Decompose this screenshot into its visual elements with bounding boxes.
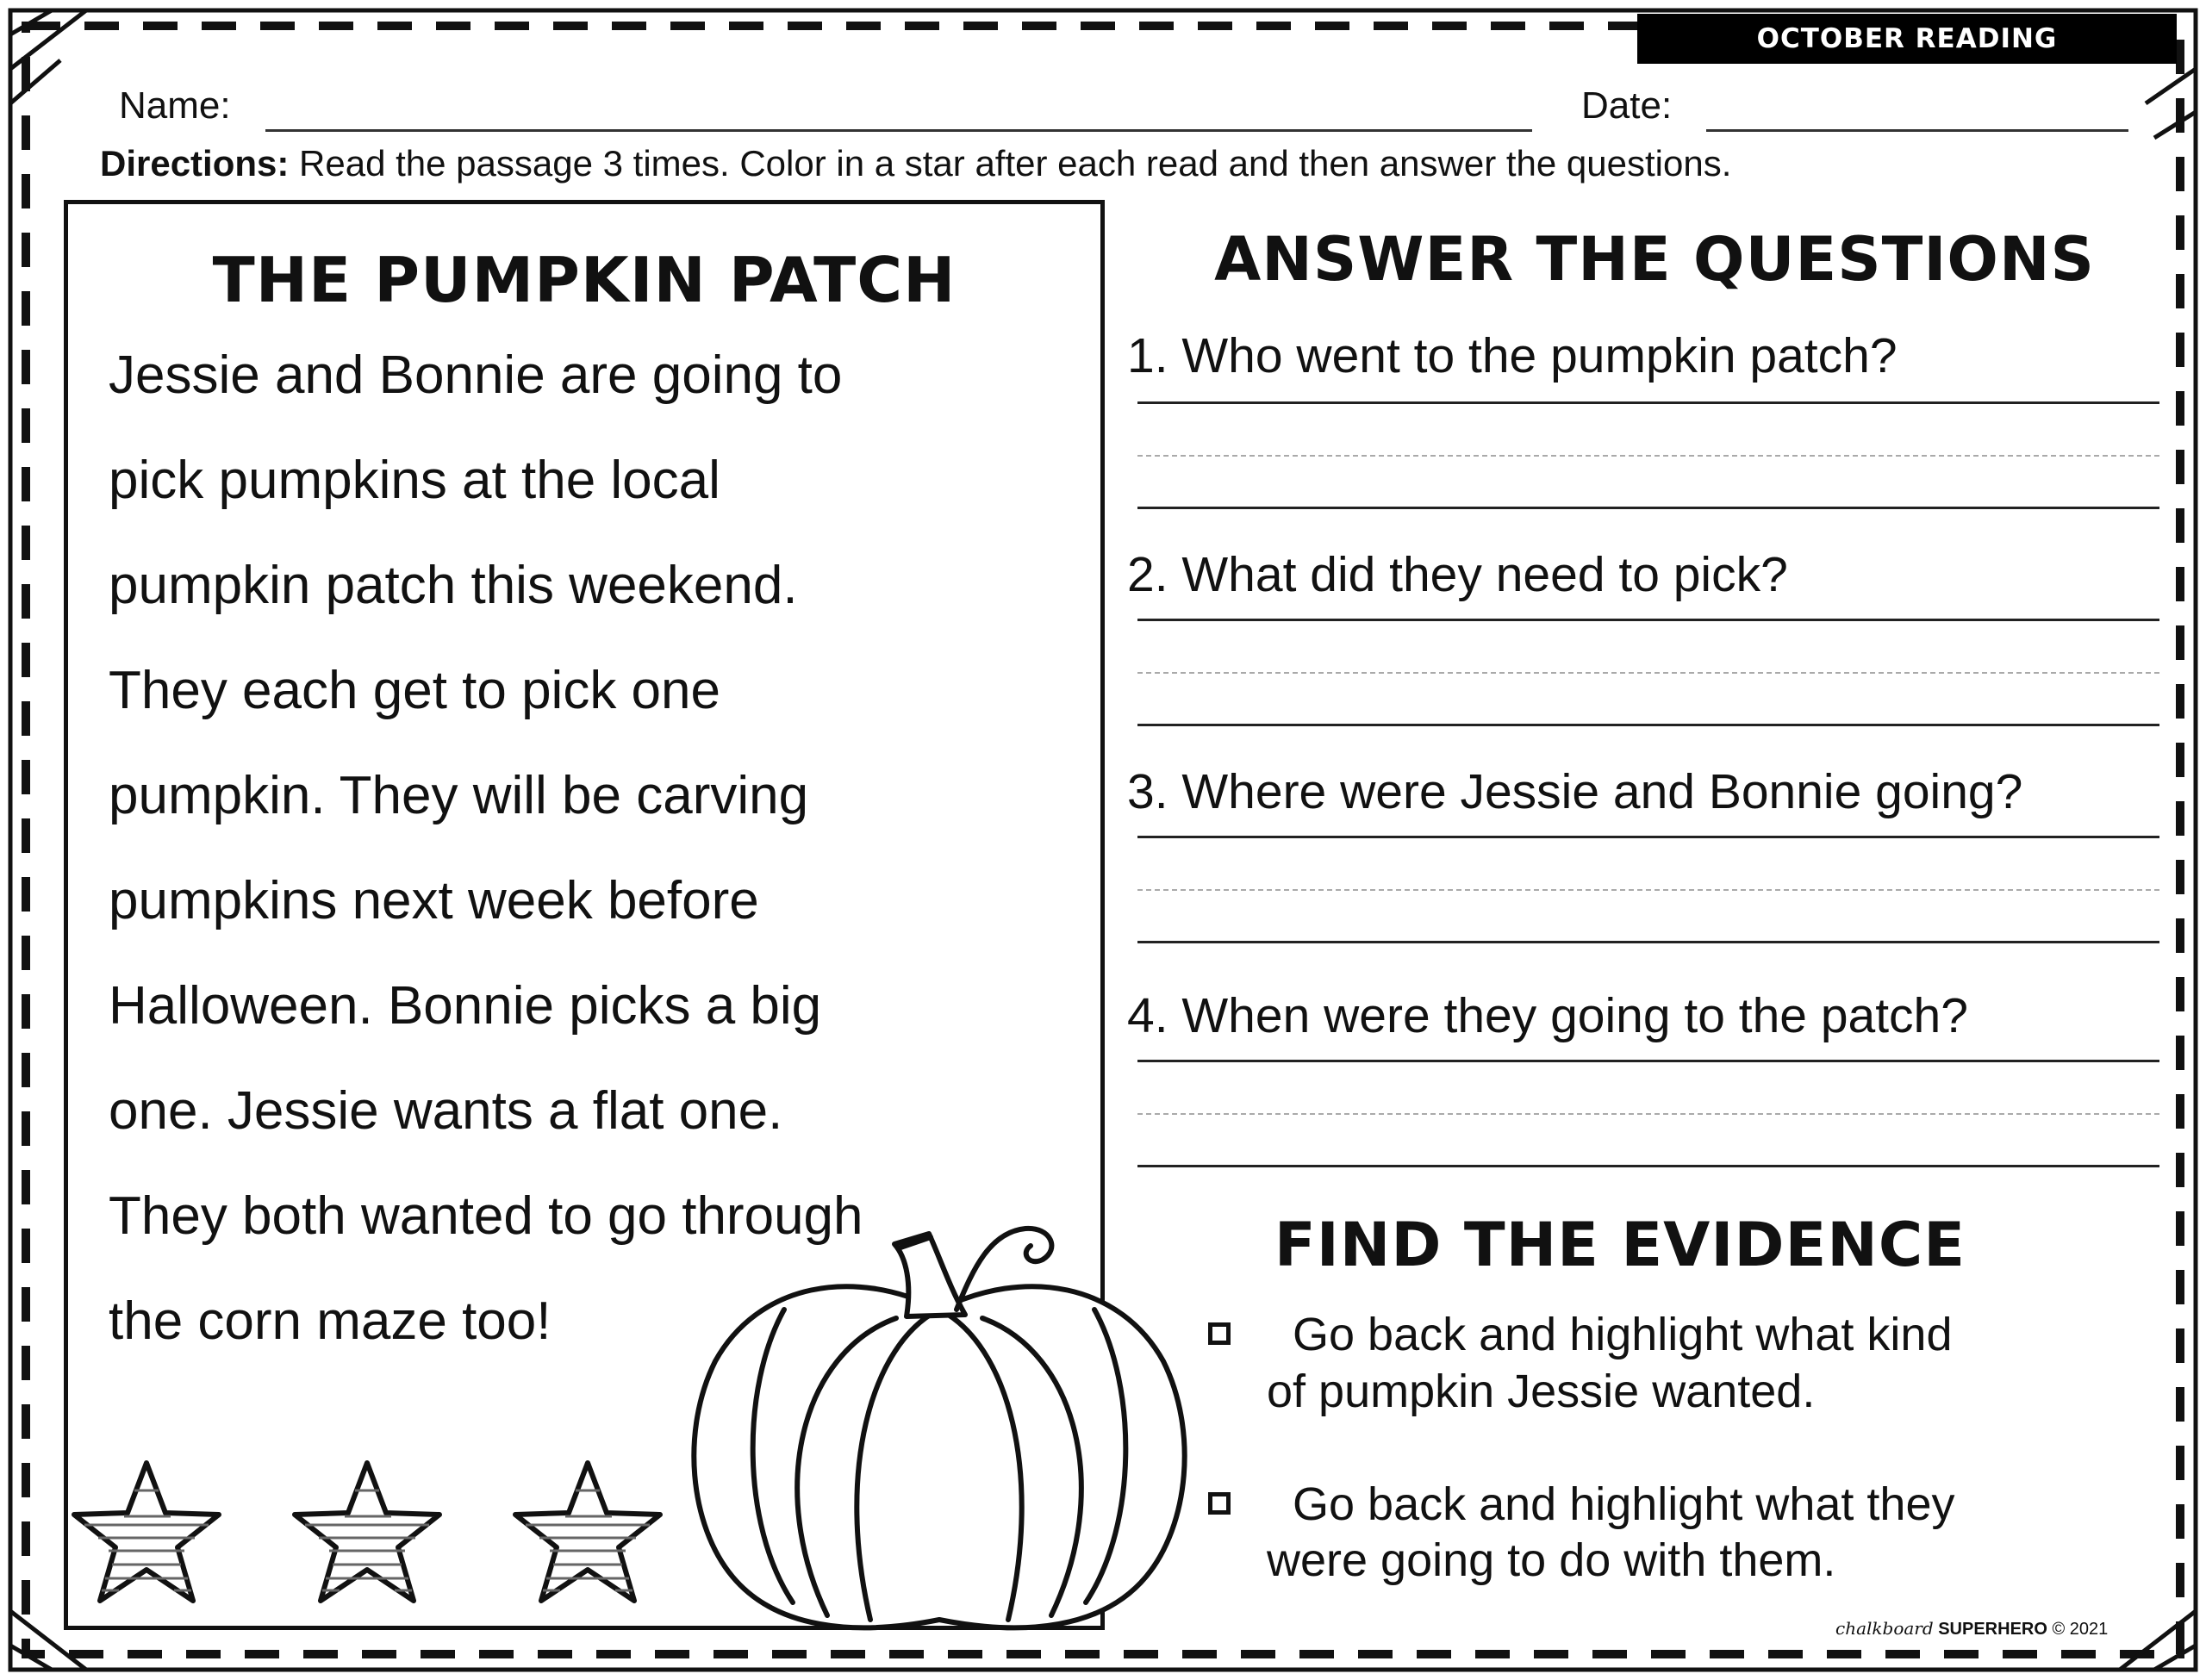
answer-line[interactable] [1137, 507, 2159, 509]
star-icon[interactable] [295, 1463, 439, 1601]
reading-stars [67, 1456, 688, 1628]
story-title: THE PUMPKIN PATCH [212, 244, 957, 316]
date-label: Date: [1581, 84, 1673, 127]
answer-line[interactable] [1137, 724, 2159, 726]
question-2: 2. What did they need to pick? [1127, 547, 1788, 602]
answer-line[interactable] [1137, 1165, 2159, 1167]
credit-year: © 2021 [2052, 1620, 2109, 1639]
copyright-credit [1835, 1618, 2108, 1640]
credit-brand: SUPERHERO [1938, 1620, 2047, 1639]
answer-guide-line [1137, 672, 2159, 674]
name-label: Name: [119, 84, 231, 127]
question-3: 3. Where were Jessie and Bonnie going? [1127, 764, 2023, 819]
date-line[interactable] [1706, 129, 2128, 132]
story-line: pumpkins next week before [109, 871, 759, 930]
evidence-title: FIND THE EVIDENCE [1274, 1210, 1966, 1280]
answer-line[interactable] [1137, 1060, 2159, 1062]
story-line: Jessie and Bonnie are going to [109, 345, 843, 405]
story-line: one. Jessie wants a flat one. [109, 1081, 783, 1141]
evidence-item-2-line2: were going to do with them. [1267, 1534, 1836, 1586]
story-line: They each get to pick one [109, 661, 721, 720]
directions-text: Read the passage 3 times. Color in a star after each read and then answer the questions. [299, 143, 1732, 184]
checkbox-icon[interactable] [1208, 1492, 1231, 1515]
story-line: pumpkin patch this weekend. [109, 556, 798, 615]
answer-line[interactable] [1137, 941, 2159, 943]
question-4: 4. When were they going to the patch? [1127, 988, 1968, 1043]
pumpkin-illustration [681, 1215, 1198, 1646]
story-line: pumpkin. They will be carving [109, 766, 809, 825]
directions [100, 143, 1731, 184]
star-icon[interactable] [74, 1463, 219, 1601]
story-line: pick pumpkins at the local [109, 451, 720, 510]
evidence-item-1-line2: of pumpkin Jessie wanted. [1267, 1366, 1816, 1417]
name-line[interactable] [265, 129, 1532, 132]
checkbox-icon[interactable] [1208, 1322, 1231, 1345]
directions-label: Directions: [100, 143, 290, 184]
credit-script: chalkboard [1835, 1618, 1934, 1639]
evidence-item-1-line1: Go back and highlight what kind [1293, 1309, 1953, 1360]
story-line: Halloween. Bonnie picks a big [109, 976, 822, 1036]
story-line: the corn maze too! [109, 1291, 552, 1351]
answer-line[interactable] [1137, 401, 2159, 404]
star-icon[interactable] [515, 1463, 660, 1601]
questions-title: ANSWER THE QUESTIONS [1214, 224, 2095, 295]
answer-line[interactable] [1137, 619, 2159, 621]
answer-line[interactable] [1137, 836, 2159, 838]
worksheet-category-tag: OCTOBER READING COMPREHENSION [1637, 14, 2177, 64]
answer-guide-line [1137, 889, 2159, 891]
question-1: 1. Who went to the pumpkin patch? [1127, 328, 1898, 383]
answer-guide-line [1137, 1113, 2159, 1115]
answer-guide-line [1137, 455, 2159, 457]
evidence-item-2-line1: Go back and highlight what they [1293, 1478, 1955, 1530]
story-line: They both wanted to go through [109, 1186, 863, 1246]
